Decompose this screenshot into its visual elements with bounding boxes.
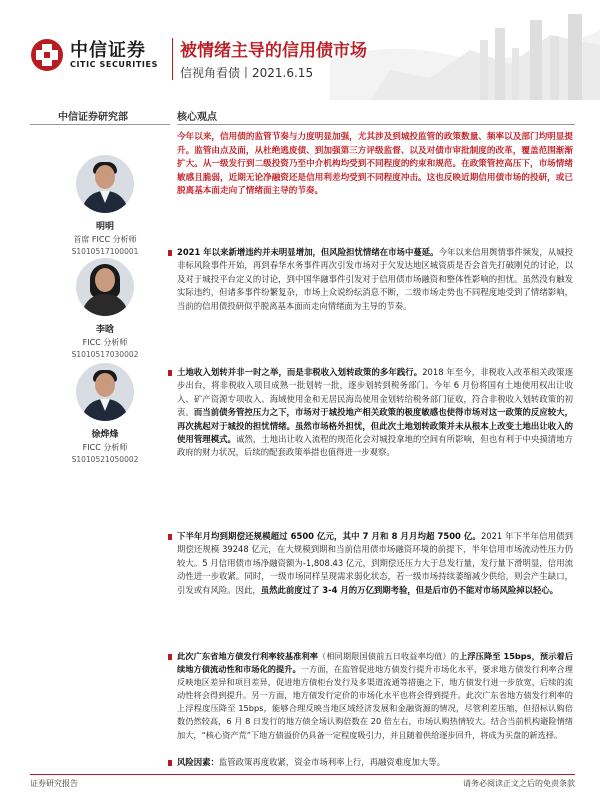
- analyst-code: S1010517100001: [71, 247, 139, 256]
- body-paragraph: [177, 246, 573, 313]
- analyst-role: FICC 分析师: [82, 443, 128, 452]
- bullet-marker: [168, 250, 172, 256]
- footer-rule: [30, 774, 575, 775]
- paragraph-lead: 此次广东省地方债发行利率较基准利率: [177, 651, 319, 661]
- main-heading: 核心观点: [177, 112, 217, 123]
- bullet-marker: [168, 534, 172, 540]
- analyst-card: [30, 155, 180, 256]
- bullet-marker: [168, 760, 172, 766]
- paragraph-body-2: 一方面，在监管促进地方债发行提升市场化水平，要求地方债发行利率合理反映地区差异和项目差异，促进地方债柜台发行及多渠道流通等措施之下，地方债发行进一步放宽，后续的流动性将会得到提升。另一方面，地方债发行定价的市场化水平也将会得到提升。此次广东省地方债发行利率的上浮程度压降至 15bps，能够合理反映当地区域经济发展和金融资源的情况，尽管利差压缩，但招标认购倍数仍然较高，6 月 8 日发行的地方债全场认购倍数在 20 倍左右，市场认购热情较大。结合当前机构避险情绪加大，“核心资产荒”下地方债溢价仍具备一定程度吸引力，并且随着供给逐步回升，将成为买盘的新选择。: [177, 664, 573, 740]
- analyst-photo: [76, 155, 134, 213]
- paragraph-lead: 风险因素：: [177, 757, 219, 767]
- body-paragraph: [177, 756, 573, 769]
- analyst-role: FICC 分析师: [82, 338, 128, 347]
- analyst-photo: [76, 258, 134, 316]
- citic-logo: [30, 36, 170, 76]
- analyst-card: [30, 363, 180, 464]
- paragraph-lead-2: 上浮压降至 15bps，预示着后续地方债流动性和市场化的提升。: [177, 651, 573, 675]
- paragraph-lead: 土地收入划转并非一时之举，而是非税收入划转政策的多年践行。: [177, 367, 423, 377]
- main-rule: [177, 124, 575, 125]
- bullet-marker: [168, 654, 172, 660]
- paragraph-lead: 下半年月均到期偿还规模超过 6500 亿元，其中 7 月和 8 月月均超 7500 亿。: [177, 531, 481, 541]
- paragraph-body: 2021 年下半年信用债到期偿还规模 39248 亿元，在大规模到期和当前信用债市场融资环境的前提下，半年信用市场流动性压力仍较大。5 月信用债市场净融资额为-1,808.43 亿元，到期偿还压力大于总发行量，发行量下滑明显，信用流动性进一步收紧。同时，一级市场同样呈现需求弱化状态，若一级市场持续萎缩减少供给，则会产生缺口，引发或有风险。因此，: [177, 531, 573, 595]
- paragraph-body: 今年以来信用舆情事件频发，从城投非标风险事件开始，再到春华水务事件再次引发市场对于欠发达地区城资质是否会首先打破刚兑的讨论，以及对于城投平台定义的讨论，到中国华融事件引发对于信用债市场融资和整体性影响的担忧。虽然没有触发实际违约，但诸多事件纷繁复杂，市场上众说纷纭消息不断，二级市场走势也不同程度地受到了情绪影响，当前的信用债投研似乎脱离基本面而走向情绪面为主导的节奏。: [177, 247, 573, 311]
- paragraph-lead-2: 而当前债务管控压力之下，市场对于城投地产相关政策的极度敏感也使得市场对这一政策的反应较大，再次挑起对于城投的担忧情绪。虽然市场格外担忧，但此次土地划转政策并未从根本上改变土地出让收入的使用管理模式。: [177, 407, 574, 445]
- body-paragraph: [177, 530, 573, 597]
- paragraph-body-2: 诚然，土地出让收入流程的规范化会对城投拿地的空间有所影响，但也有利于中央摸清地方政府的财力状况，后续的配套政策举措也值得进一步观察。: [177, 434, 574, 458]
- bullet-marker: [168, 370, 172, 376]
- footer-disclaimer: 请务必阅读正文之后的免责条款: [463, 779, 575, 788]
- paragraph-body: 2018 年至今，非税收入改革相关政策逐步出台，将非税收入项目成熟一批划转一批，逐步划转到税务部门。今年 6 月份将国有土地使用权出让收入、矿产资源专项收入、海域使用金和无居民海岛使用金划转给税务部门征收，符合非税收入划转政策的初衷。: [177, 367, 574, 418]
- body-paragraph: [177, 650, 573, 742]
- analyst-name: 明明: [95, 222, 114, 232]
- paragraph-body: 监管政策再度收紧，资金市场利率上行，再融资难度加大等。: [218, 757, 445, 767]
- report-subtitle: 信视角看债丨2021.6.15: [180, 66, 314, 80]
- paragraph-body: （相同期限国债前五日收益率均值）的: [318, 651, 460, 661]
- header-divider: [172, 38, 173, 80]
- paragraph-lead: 2021 年以来新增违约并未明显增加，但风险担忧情绪在市场中蔓延。: [177, 247, 439, 257]
- analyst-role: 首席 FICC 分析师: [73, 235, 137, 244]
- analyst-card: [30, 258, 180, 359]
- body-paragraph: [177, 366, 573, 460]
- footer-left-text: 证券研究报告: [30, 779, 78, 788]
- analyst-name: 李晗: [95, 325, 114, 335]
- header-decoration: [330, 0, 600, 100]
- citic-logo-icon: [30, 38, 64, 72]
- paragraph-lead-2: 虽然此前度过了 3-4 月的万亿到期考验，但是后市仍不能对市场风险掉以轻心。: [260, 584, 559, 595]
- sidebar-heading: 中信证券研究部: [58, 112, 128, 123]
- analyst-code: S1010517030002: [71, 350, 139, 359]
- brand-name-cn: 中信证券: [70, 40, 146, 61]
- sidebar-rule: [30, 124, 170, 125]
- report-title: 被情绪主导的信用债市场: [180, 41, 367, 61]
- summary-text: 今年以来，信用债的监管节奏与力度明显加强，尤其涉及到城投监管的政策数量、频率以及部门均明显提升。监管由点及面，从杜绝逃废债、到加强第三方评级监督、以及对债市审批制度的改革，覆盖范围渐渐扩大。从一级发行到二级投资乃至中介机构均受到不同程度的约束和规范。在政策管控高压下，市场情绪敏感且脆弱，近期无论净融资还是信用利差均受到不同程度冲击。这也反映近期信用债市场的投研，或已脱离基本面走向了情绪面主导的节奏。: [177, 132, 573, 197]
- analyst-photo: [76, 363, 134, 421]
- brand-name-en: CITIC SECURITIES: [70, 60, 158, 69]
- analyst-code: S1010521050002: [71, 455, 139, 464]
- analyst-name: 徐烨烽: [91, 430, 119, 440]
